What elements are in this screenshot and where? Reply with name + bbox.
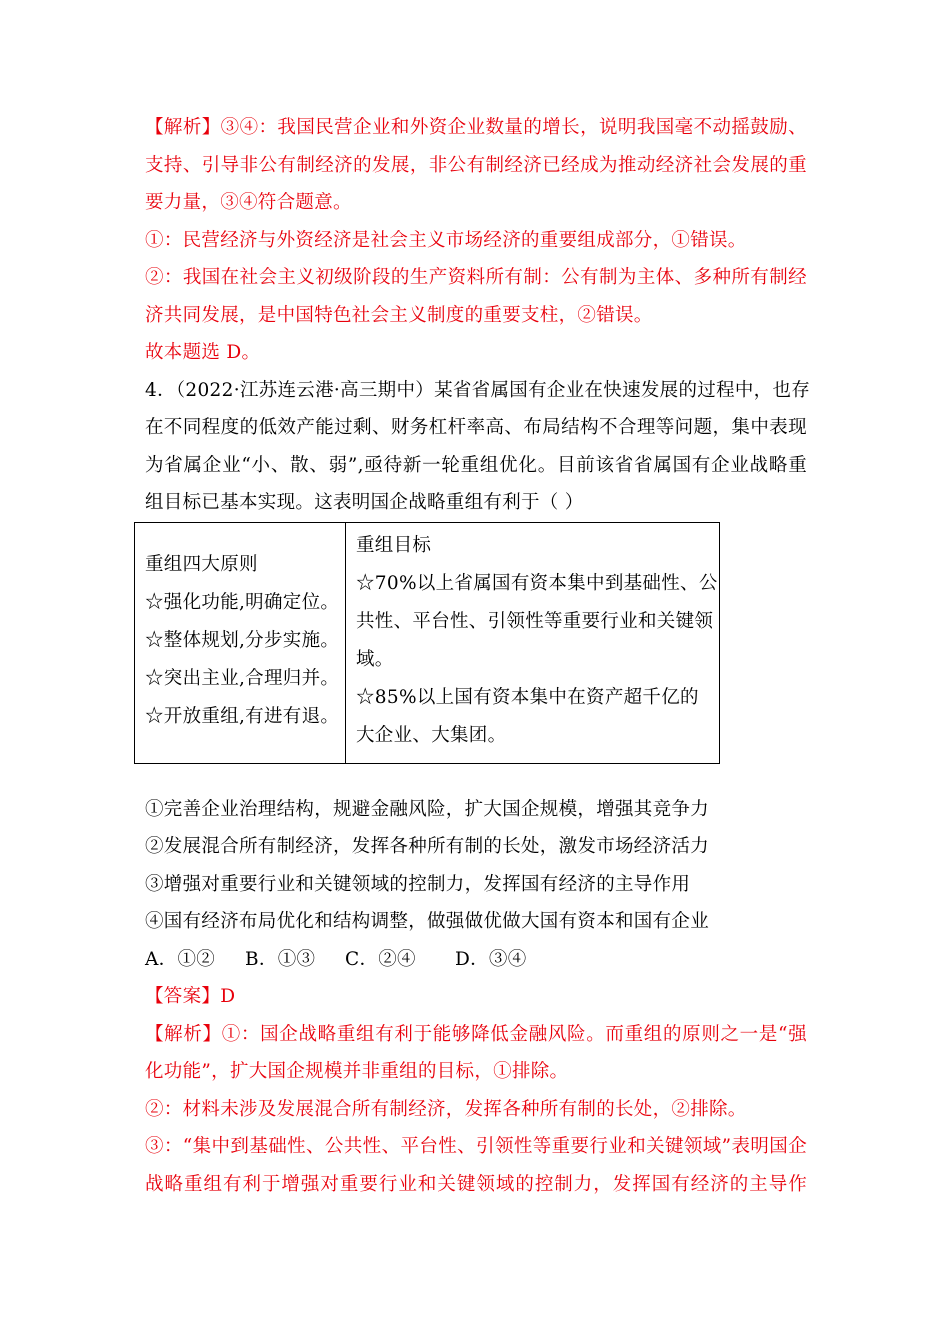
option-c[interactable]: C．②④ [345, 949, 416, 970]
question4-line-4: 组目标已基本实现。这表明国企战略重组有利于（ ） [145, 492, 584, 513]
goal-line: 共性、平台性、引领性等重要行业和关键领 [356, 611, 714, 632]
option-b[interactable]: B．①③ [245, 949, 316, 970]
analysis1-line-5: ②：我国在社会主义初级阶段的生产资料所有制：公有制为主体、多种所有制经 [145, 267, 807, 288]
question4-line-2: 在不同程度的低效产能过剩、财务杠杆率高、布局结构不合理等问题，集中表现 [145, 417, 807, 438]
goal-line: ☆70%以上省属国有资本集中到基础性、公 [356, 573, 718, 594]
analysis2-line-4: ③：“集中到基础性、公共性、平台性、引领性等重要行业和关键领域”表明国企 [145, 1136, 807, 1157]
goal-line: ☆85%以上国有资本集中在资产超千亿的 [356, 687, 699, 708]
principle-item: ☆强化功能,明确定位。 [145, 592, 340, 613]
principles-heading: 重组四大原则 [145, 554, 258, 575]
analysis1-line-1: 【解析】③④：我国民营企业和外资企业数量的增长，说明我国毫不动摇鼓励、 [145, 117, 807, 138]
analysis2-line-3: ②：材料未涉及发展混合所有制经济，发挥各种所有制的长处，②排除。 [145, 1099, 747, 1120]
analysis1-line-3: 要力量，③④符合题意。 [145, 192, 352, 213]
question4-line-1: 4．（2022·江苏连云港·高三期中）某省省属国有企业在快速发展的过程中，也存 [145, 380, 811, 401]
question4-line-3: 为省属企业“小、散、弱”,亟待新一轮重组优化。目前该省省属国有企业战略重 [145, 455, 807, 476]
restructuring-table [134, 522, 720, 764]
answer-label: 【答案】D [145, 986, 236, 1007]
principles-cell [135, 523, 346, 764]
analysis1-line-6: 济共同发展，是中国特色社会主义制度的重要支柱，②错误。 [145, 305, 653, 326]
goals-cell [346, 523, 720, 764]
principle-item: ☆开放重组,有进有退。 [145, 706, 340, 727]
principle-item: ☆突出主业,合理归并。 [145, 668, 340, 689]
analysis1-line-7: 故本题选 D。 [145, 342, 261, 363]
option-a[interactable]: A．①② [145, 949, 216, 970]
analysis1-line-4: ①：民营经济与外资经济是社会主义市场经济的重要组成部分，①错误。 [145, 230, 747, 251]
answer-options [145, 948, 527, 972]
principle-item: ☆整体规划,分步实施。 [145, 630, 340, 651]
goal-line: 大企业、大集团。 [356, 725, 507, 746]
analysis2-line-1: 【解析】①：国企战略重组有利于能够降低金融风险。而重组的原则之一是“强 [145, 1024, 807, 1045]
analysis2-line-5: 战略重组有利于增强对重要行业和关键领域的控制力，发挥国有经济的主导作 [145, 1174, 807, 1195]
option-d[interactable]: D．③④ [455, 949, 527, 970]
statement-4: ④国有经济布局优化和结构调整，做强做优做大国有资本和国有企业 [145, 911, 710, 932]
statement-2: ②发展混合所有制经济，发挥各种所有制的长处，激发市场经济活力 [145, 836, 710, 857]
analysis2-line-2: 化功能”，扩大国企规模并非重组的目标，①排除。 [145, 1061, 569, 1082]
analysis1-line-2: 支持、引导非公有制经济的发展，非公有制经济已经成为推动经济社会发展的重 [145, 155, 807, 176]
goals-heading: 重组目标 [356, 535, 432, 556]
statement-1: ①完善企业治理结构，规避金融风险，扩大国企规模，增强其竞争力 [145, 799, 710, 820]
statement-3: ③增强对重要行业和关键领域的控制力，发挥国有经济的主导作用 [145, 874, 691, 895]
goal-line: 域。 [356, 649, 394, 670]
